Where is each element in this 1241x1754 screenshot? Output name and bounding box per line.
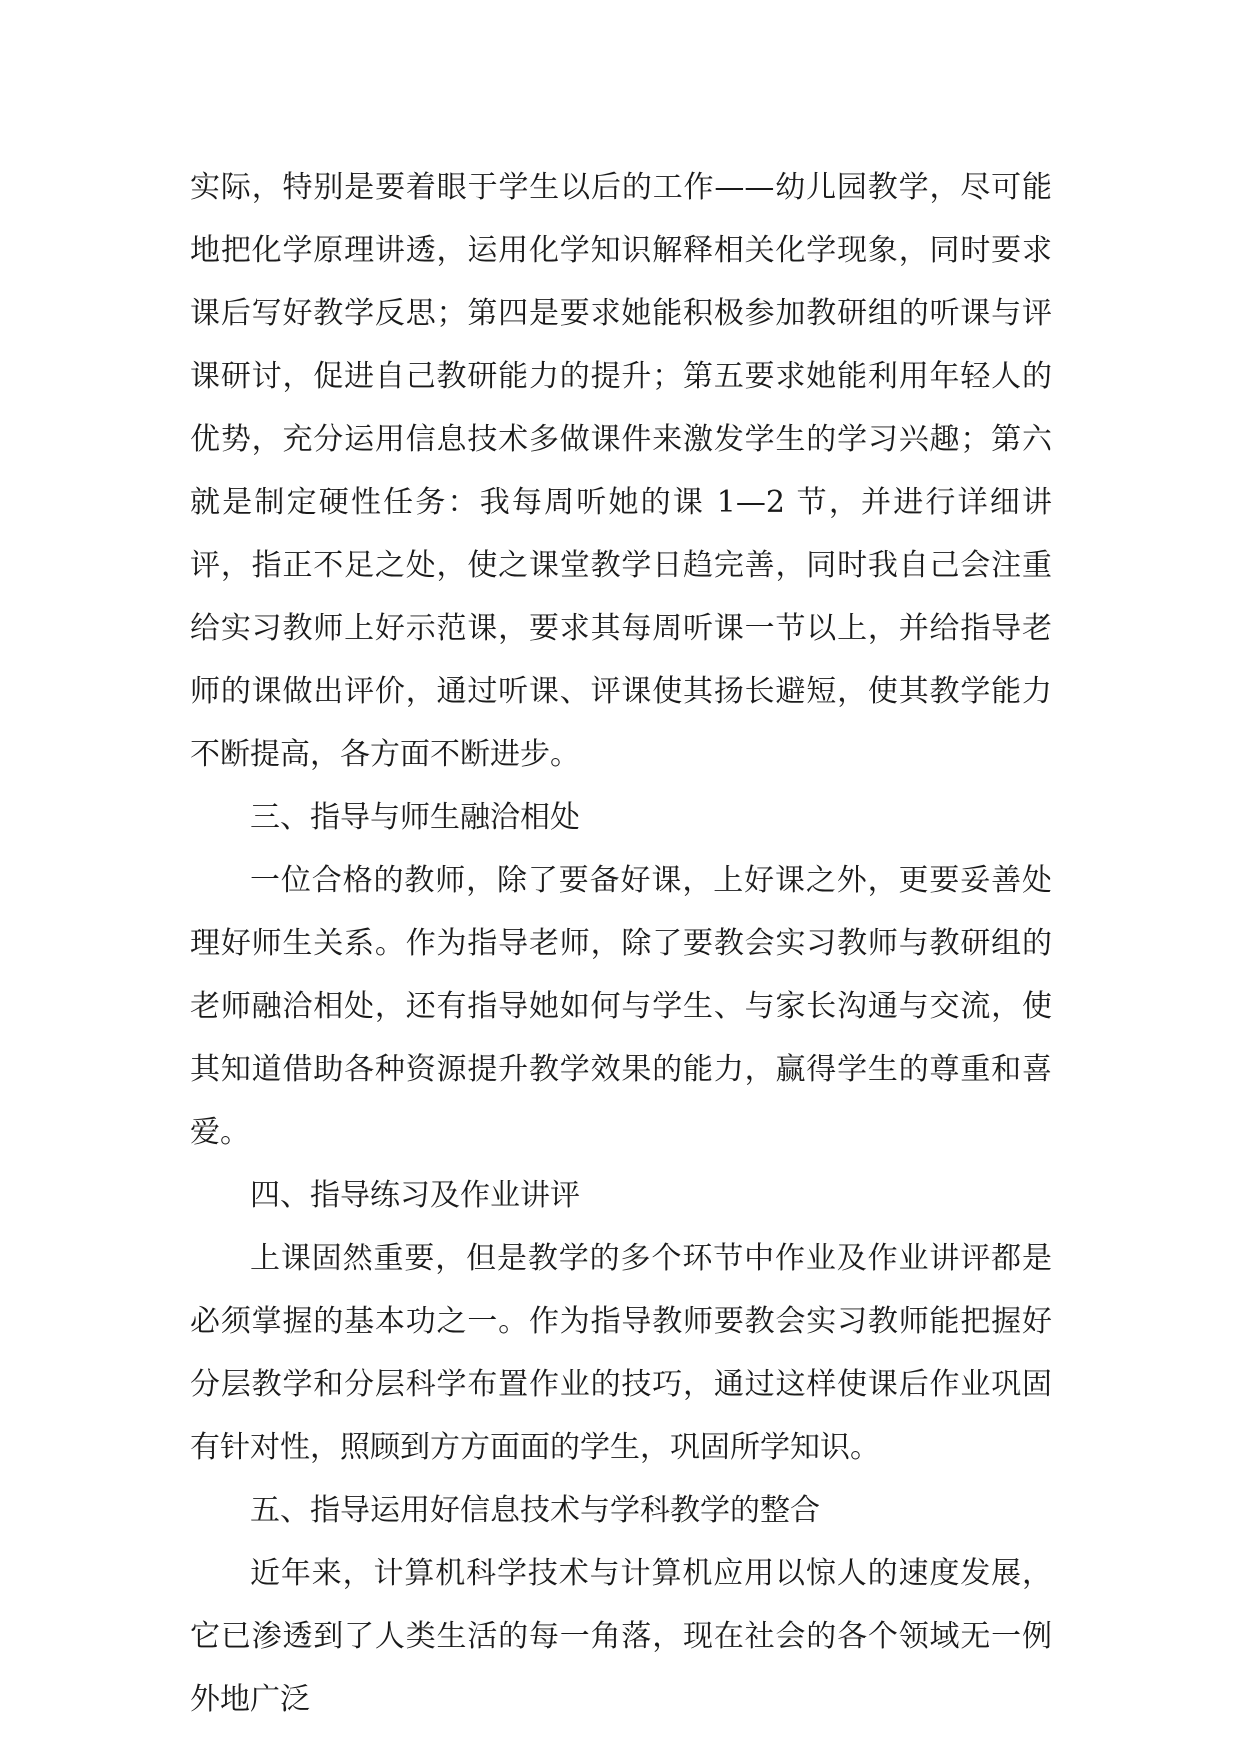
document-body (190, 156, 1052, 1731)
section-heading-three: 三、指导与师生融洽相处 (250, 800, 580, 835)
paragraph-homework-review: 上课固然重要，但是教学的多个环节中作业及作业讲评都是必须掌握的基本功之一。作为指导教师要教会实习教师能把握好分层教学和分层科学布置作业的技巧，通过这样使课后作业巩固有针对性，照顾到方方面面的学生，巩固所学知识。 (190, 1241, 1052, 1465)
section-heading-four: 四、指导练习及作业讲评 (250, 1178, 580, 1213)
paragraph-continuation: 实际，特别是要着眼于学生以后的工作——幼儿园教学，尽可能地把化学原理讲透，运用化学知识解释相关化学现象，同时要求课后写好教学反思；第四是要求她能积极参加教研组的听课与评课研讨，促进自己教研能力的提升；第五要求她能利用年轻人的优势，充分运用信息技术多做课件来激发学生的学习兴趣；第六就是制定硬性任务：我每周听她的课 1—2 节，并进行详细讲评，指正不足之处，使之课堂教学日趋完善，同时我自己会注重给实习教师上好示范课，要求其每周听课一节以上，并给指导老师的课做出评价，通过听课、评课使其扬长避短，使其教学能力不断提高，各方面不断进步。 (190, 170, 1052, 772)
paragraph-teacher-student-relations: 一位合格的教师，除了要备好课，上好课之外，更要妥善处理好师生关系。作为指导老师，除了要教会实习教师与教研组的老师融洽相处，还有指导她如何与学生、与家长沟通与交流，使其知道借助各种资源提升教学效果的能力，赢得学生的尊重和喜爱。 (190, 863, 1052, 1150)
paragraph-information-technology: 近年来，计算机科学技术与计算机应用以惊人的速度发展，它已渗透到了人类生活的每一角落，现在社会的各个领域无一例外地广泛 (190, 1556, 1052, 1717)
section-heading-five: 五、指导运用好信息技术与学科教学的整合 (250, 1493, 820, 1528)
